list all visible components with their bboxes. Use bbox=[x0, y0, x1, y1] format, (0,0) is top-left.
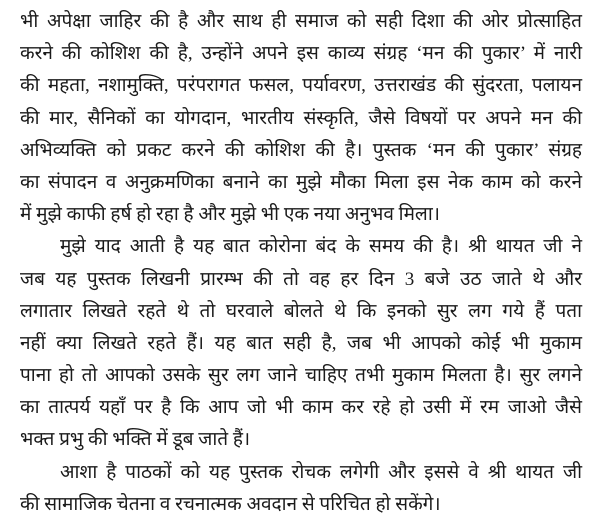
text-line: भी अपेक्षा जाहिर की है और साथ ही समाज को सही दिशा की ओर प्रोत्साहित bbox=[20, 11, 582, 32]
text-line: मुझे याद आती है यह बात कोरोना बंद के समय की है। श्री थायत जी ने bbox=[60, 236, 582, 258]
text-line: पाना हो तो आपको उसके सुर लग जाने चाहिए तभी मुकाम मिलता है। सुर लगने bbox=[20, 365, 582, 387]
text-line: अभिव्यक्ति को प्रकट करने की कोशिश की है। पुस्तक ‘मन की पुकार’ संग्रह bbox=[20, 139, 582, 161]
text-line: की महता, नशामुक्ति, परंपरागत फसल, पर्यावरण, उत्तराखंड की सुंदरता, पलायन bbox=[20, 75, 582, 97]
text-line: भक्त प्रभु की भक्ति में डूब जाते हैं। bbox=[20, 429, 251, 451]
paragraph-3 bbox=[20, 457, 582, 521]
text-line: नहीं क्या लिखते रहते हैं। यह बात सही है, जब भी आपको कोई भी मुकाम bbox=[20, 332, 582, 354]
paragraph-1 bbox=[20, 6, 582, 231]
text-line: में मुझे काफी हर्ष हो रहा है और मुझे भी एक नया अनुभव मिला। bbox=[20, 204, 440, 226]
text-line: आशा है पाठकों को यह पुस्तक रोचक लगेगी और इससे वे श्री थायत जी bbox=[60, 461, 582, 483]
text-line: का तात्पर्य यहाँ पर है कि आप जो भी काम कर रहे हो उसी में रम जाओ जैसे bbox=[20, 397, 582, 419]
text-line: करने की कोशिश की है, उन्होंने अपने इस काव्य संग्रह ‘मन की पुकार’ में नारी bbox=[20, 43, 582, 65]
text-line: की सामाजिक चेतना व रचनात्मक अवदान से परिचित हो सकेंगे। bbox=[20, 493, 441, 515]
text-line: लगातार लिखते रहते थे तो घरवाले बोलते थे कि इनको सुर लग गये हैं पता bbox=[20, 300, 582, 322]
document-page bbox=[20, 6, 582, 521]
paragraph-2 bbox=[20, 231, 582, 456]
text-line: की मार, सैनिकों का योगदान, भारतीय संस्कृति, जैसे विषयों पर अपने मन की bbox=[20, 107, 582, 129]
text-line: का संपादन व अनुक्रमणिका बनाने का मुझे मौका मिला इस नेक काम को करने bbox=[20, 171, 582, 193]
text-line: जब यह पुस्तक लिखनी प्रारम्भ की तो वह हर दिन 3 बजे उठ जाते थे और bbox=[20, 268, 582, 290]
